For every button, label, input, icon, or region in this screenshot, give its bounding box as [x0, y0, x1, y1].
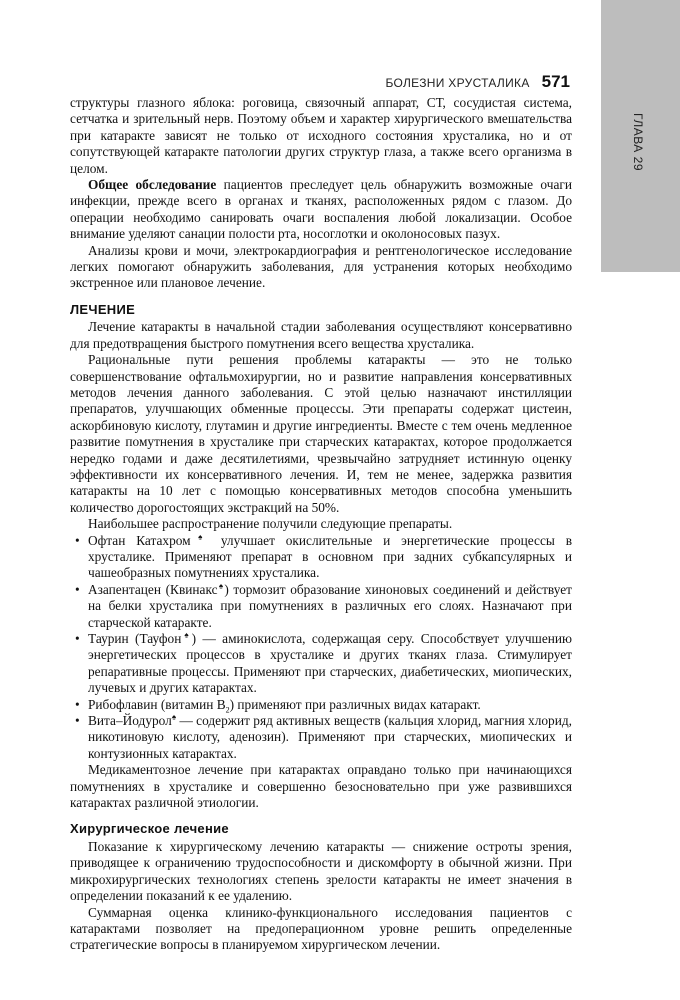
section-title: БОЛЕЗНИ ХРУСТАЛИКА: [385, 76, 530, 90]
heading-treatment: ЛЕЧЕНИЕ: [70, 301, 136, 317]
heading-surgery: Хирургическое лечение: [70, 821, 229, 837]
chapter-tab-label: ГЛАВА 29: [631, 113, 645, 171]
list-item: • Азапентацен (Квинакс♠) тормозит образование хиноновых соединений и действует на белки хрусталика при помутнениях в различных его слоях. Назначают при старческой катаракте.: [70, 582, 572, 631]
paragraph: Анализы крови и мочи, электрокардиография и рентгенологическое исследование легких помогают обнаружить заболевания, для устранения которых необходимо экстренное или плановое лечение.: [70, 242, 572, 291]
paragraph: Рациональные пути решения проблемы катаракты — это не только совершенствование офтальмохирургии, но и развитие направления консервативных методов лечения данного заболевания. С этой целью назначают инстилляции препаратов, улучшающих обменные процессы. Эти препараты содержат цистеин, аскорбиновую кислоту, глутамин и другие ингредиенты. Вместе с тем очень медленное развитие помутнения в хрусталике при старческих катарактах, которое продолжается нередко годами и даже десятилетиями, чрезвычайно затрудняет истинную оценку эффективности их консервативного лечения. И, тем не менее, задержка развития катаракты на 10 лет с помощью консервативных методов способна уменьшить количество дорогостоящих экстракций на 50%.: [70, 352, 572, 515]
paragraph: Суммарная оценка клинико-функционального исследования пациентов с катарактами позволяет на предоперационном уровне решить определенные стратегические вопросы в планируемом хирургическом лечении.: [70, 904, 572, 953]
list-item: • Таурин (Тауфон♠) — аминокислота, содержащая серу. Способствует улучшению энергетических процессов в хрусталике и других тканях глаза. Стимулирует репаративные процессы. Применяют при старческих, диабетических, миопических, лучевых и других катарактах.: [70, 631, 572, 697]
list-item: • Рибофлавин (витамин $B_2$) применяют при различных видах катаракт.: [70, 697, 572, 713]
paragraph: Наибольшее распространение получили следующие препараты.: [88, 516, 453, 532]
paragraph: Показание к хирургическому лечению катаракты — снижение остроты зрения, приводящее к ограничению трудоспособности и дискомфорту в обычной жизни. При микрохирургических технологиях степень зрелости катаракты не имеет значения в определении показаний к ее удалению.: [70, 838, 572, 904]
list-item: • Вита–Йодурол♠ — содержит ряд активных веществ (кальция хлорид, магния хлорид, никотиновую кислоту, аденозин). Применяют при старческих, миопических и контузионных катарактах.: [70, 713, 572, 762]
bold-term: Общее обследование: [88, 177, 217, 193]
page-body: [70, 95, 572, 954]
running-header: [300, 72, 570, 96]
drug-list: [70, 533, 572, 763]
paragraph: Медикаментозное лечение при катарактах оправдано только при начинающихся помутнениях в хрусталике и совершенно безосновательно при уже развившихся катарактах различной этиологии.: [70, 762, 572, 811]
paragraph: структуры глазного яблока: роговица, связочный аппарат, СТ, сосудистая система, сетчатка и зрительный нерв. Поэтому объем и характер хирургического вмешательства при катаракте зависят не только от исходного состояния хрусталика, но и от сопутствующей катаракте патологии других структур глаза, а также всего организма в целом.: [70, 95, 572, 176]
paragraph-text: пациентов преследует цель обнаружить возможные очаги инфекции, прежде всего в органах и тканях, расположенных рядом с глазом. До операции необходимо санировать очаги воспаления любой локализации. Особое внимание уделяют санации полости рта, носоглотки и околоносовых пазух.: [70, 177, 572, 242]
paragraph: Лечение катаракты в начальной стадии заболевания осуществляют консервативно для предотвращения быстрого помутнения всего вещества хрусталика.: [70, 319, 572, 351]
page-number: 571: [541, 72, 570, 91]
list-item: • Офтан Катахром♠ улучшает окислительные и энергетические процессы в хрусталике. Применяют препарат в основном при задних субкапсулярных и чашеобразных помутнениях хрусталика.: [70, 533, 572, 582]
paragraph: [70, 177, 572, 243]
